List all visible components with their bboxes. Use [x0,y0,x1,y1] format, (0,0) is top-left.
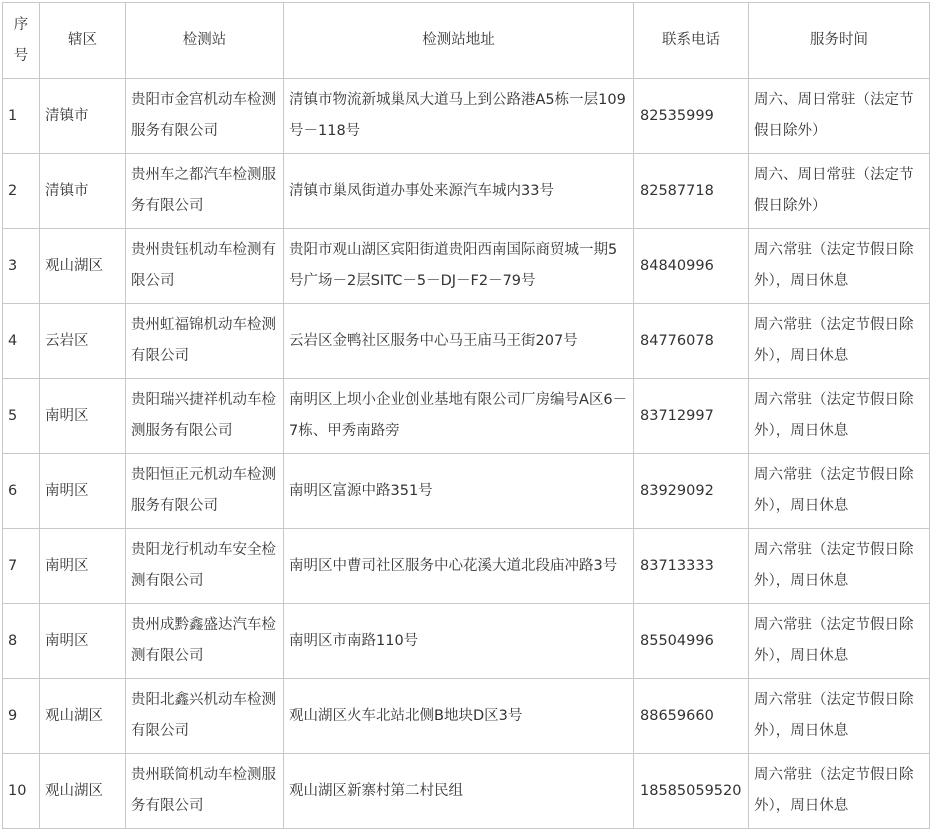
cell-station: 贵州联简机动车检测服务有限公司 [126,754,284,829]
cell-station: 贵阳市金宫机动车检测服务有限公司 [126,79,284,154]
cell-phone: 84776078 [634,304,749,379]
cell-hours: 周六常驻（法定节假日除外），周日休息 [749,754,930,829]
cell-phone: 83712997 [634,379,749,454]
cell-no: 6 [3,454,40,529]
cell-station: 贵阳龙行机动车安全检测有限公司 [126,529,284,604]
table-row [3,454,930,529]
table-row [3,229,930,304]
cell-address: 观山湖区火车北站北侧B地块D区3号 [284,679,634,754]
cell-no: 7 [3,529,40,604]
cell-no: 5 [3,379,40,454]
cell-address: 南明区中曹司社区服务中心花溪大道北段庙冲路3号 [284,529,634,604]
cell-phone: 83713333 [634,529,749,604]
cell-district: 南明区 [40,454,126,529]
cell-station: 贵州贵钰机动车检测有限公司 [126,229,284,304]
cell-district: 观山湖区 [40,754,126,829]
cell-no: 1 [3,79,40,154]
table-row [3,529,930,604]
cell-no: 3 [3,229,40,304]
cell-hours: 周六常驻（法定节假日除外），周日休息 [749,304,930,379]
table-row [3,154,930,229]
cell-district: 清镇市 [40,154,126,229]
cell-address: 观山湖区新寨村第二村民组 [284,754,634,829]
header-district: 辖区 [40,3,126,79]
cell-no: 2 [3,154,40,229]
cell-station: 贵州虹福锦机动车检测有限公司 [126,304,284,379]
cell-address: 清镇市物流新城巢凤大道马上到公路港A5栋一层109号－118号 [284,79,634,154]
cell-district: 云岩区 [40,304,126,379]
cell-no: 9 [3,679,40,754]
cell-phone: 85504996 [634,604,749,679]
cell-hours: 周六、周日常驻（法定节假日除外） [749,79,930,154]
cell-phone: 18585059520 [634,754,749,829]
cell-phone: 82587718 [634,154,749,229]
cell-address: 清镇市巢凤街道办事处来源汽车城内33号 [284,154,634,229]
table-header-row [3,3,930,79]
table-row [3,79,930,154]
cell-station: 贵州成黔鑫盛达汽车检测有限公司 [126,604,284,679]
cell-no: 10 [3,754,40,829]
header-phone: 联系电话 [634,3,749,79]
cell-phone: 83929092 [634,454,749,529]
cell-hours: 周六常驻（法定节假日除外），周日休息 [749,454,930,529]
table-row [3,379,930,454]
cell-district: 南明区 [40,379,126,454]
header-address: 检测站地址 [284,3,634,79]
cell-no: 4 [3,304,40,379]
cell-phone: 88659660 [634,679,749,754]
cell-address: 贵阳市观山湖区宾阳街道贵阳西南国际商贸城一期5号广场－2层SITC－5－DJ－F2－79号 [284,229,634,304]
header-station: 检测站 [126,3,284,79]
cell-district: 南明区 [40,529,126,604]
cell-district: 观山湖区 [40,229,126,304]
cell-hours: 周六、周日常驻（法定节假日除外） [749,154,930,229]
cell-hours: 周六常驻（法定节假日除外），周日休息 [749,229,930,304]
cell-hours: 周六常驻（法定节假日除外），周日休息 [749,679,930,754]
cell-hours: 周六常驻（法定节假日除外），周日休息 [749,604,930,679]
table-row [3,679,930,754]
cell-station: 贵阳北鑫兴机动车检测有限公司 [126,679,284,754]
cell-phone: 84840996 [634,229,749,304]
cell-station: 贵州车之都汽车检测服务有限公司 [126,154,284,229]
cell-address: 南明区市南路110号 [284,604,634,679]
cell-hours: 周六常驻（法定节假日除外），周日休息 [749,529,930,604]
cell-station: 贵阳瑞兴捷祥机动车检测服务有限公司 [126,379,284,454]
cell-address: 南明区富源中路351号 [284,454,634,529]
table-row [3,754,930,829]
cell-station: 贵阳恒正元机动车检测服务有限公司 [126,454,284,529]
cell-address: 南明区上坝小企业创业基地有限公司厂房编号A区6－7栋、甲秀南路旁 [284,379,634,454]
cell-phone: 82535999 [634,79,749,154]
table-row [3,304,930,379]
cell-no: 8 [3,604,40,679]
header-no: 序号 [3,3,40,79]
cell-district: 观山湖区 [40,679,126,754]
inspection-stations-table [2,2,930,829]
cell-district: 清镇市 [40,79,126,154]
table-row [3,604,930,679]
header-hours: 服务时间 [749,3,930,79]
cell-district: 南明区 [40,604,126,679]
cell-address: 云岩区金鸭社区服务中心马王庙马王街207号 [284,304,634,379]
cell-hours: 周六常驻（法定节假日除外），周日休息 [749,379,930,454]
